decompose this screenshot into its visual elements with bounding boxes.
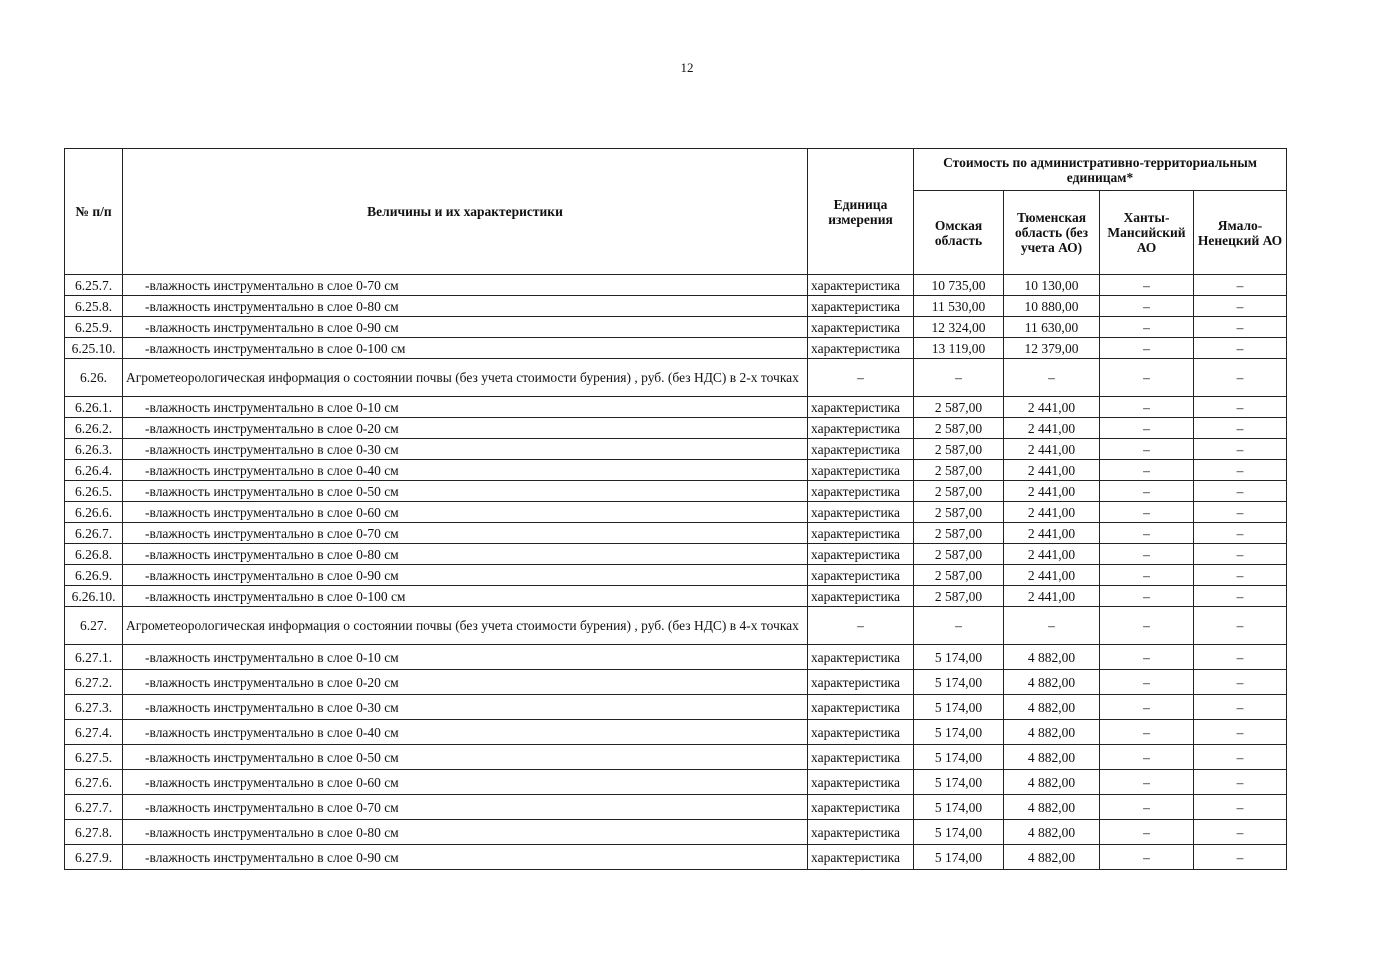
table-row <box>65 795 1287 820</box>
row-value-tyumen: 11 630,00 <box>1004 317 1100 338</box>
row-number: 6.25.9. <box>65 317 123 338</box>
row-unit: характеристика <box>808 397 914 418</box>
row-value-tyumen: 2 441,00 <box>1004 397 1100 418</box>
row-value-tyumen: 12 379,00 <box>1004 338 1100 359</box>
table-row <box>65 317 1287 338</box>
row-unit: характеристика <box>808 523 914 544</box>
row-value-omsk: 2 587,00 <box>914 439 1004 460</box>
row-value-tyumen: 4 882,00 <box>1004 645 1100 670</box>
row-description: -влажность инструментально в слое 0-30 см <box>123 695 808 720</box>
row-number: 6.26.9. <box>65 565 123 586</box>
row-value-khmao: – <box>1100 317 1194 338</box>
row-value-yanao: – <box>1194 502 1287 523</box>
row-value-omsk: 5 174,00 <box>914 720 1004 745</box>
row-value-tyumen: 2 441,00 <box>1004 460 1100 481</box>
header-region-yanao: Ямало-Ненецкий АО <box>1194 191 1287 275</box>
row-value-yanao: – <box>1194 544 1287 565</box>
row-value-tyumen: 2 441,00 <box>1004 502 1100 523</box>
row-number: 6.27.2. <box>65 670 123 695</box>
row-value-yanao: – <box>1194 607 1287 645</box>
row-value-tyumen: 2 441,00 <box>1004 523 1100 544</box>
row-number: 6.26.8. <box>65 544 123 565</box>
header-region-omsk: Омская область <box>914 191 1004 275</box>
table-row <box>65 523 1287 544</box>
row-value-khmao: – <box>1100 745 1194 770</box>
row-description: -влажность инструментально в слое 0-80 см <box>123 820 808 845</box>
table-row <box>65 770 1287 795</box>
header-cost-group: Стоимость по административно-территориальным единицам* <box>914 149 1287 191</box>
row-unit: характеристика <box>808 845 914 870</box>
row-value-khmao: – <box>1100 645 1194 670</box>
row-number: 6.26.1. <box>65 397 123 418</box>
row-value-khmao: – <box>1100 795 1194 820</box>
row-unit: характеристика <box>808 645 914 670</box>
row-description: -влажность инструментально в слое 0-100 см <box>123 586 808 607</box>
row-description: -влажность инструментально в слое 0-40 см <box>123 460 808 481</box>
row-value-yanao: – <box>1194 720 1287 745</box>
row-number: 6.27.8. <box>65 820 123 845</box>
row-value-omsk: 2 587,00 <box>914 565 1004 586</box>
row-number: 6.25.8. <box>65 296 123 317</box>
table-row <box>65 670 1287 695</box>
row-number: 6.27.7. <box>65 795 123 820</box>
row-value-khmao: – <box>1100 720 1194 745</box>
row-description: -влажность инструментально в слое 0-30 см <box>123 439 808 460</box>
table-row <box>65 439 1287 460</box>
row-unit: характеристика <box>808 770 914 795</box>
row-number: 6.27.3. <box>65 695 123 720</box>
row-description: -влажность инструментально в слое 0-90 см <box>123 565 808 586</box>
row-number: 6.26.2. <box>65 418 123 439</box>
row-description: -влажность инструментально в слое 0-80 см <box>123 544 808 565</box>
row-value-tyumen: 10 130,00 <box>1004 275 1100 296</box>
row-description: -влажность инструментально в слое 0-70 см <box>123 523 808 544</box>
row-value-khmao: – <box>1100 502 1194 523</box>
table-body <box>65 275 1287 870</box>
row-value-omsk: – <box>914 359 1004 397</box>
row-unit: характеристика <box>808 745 914 770</box>
table-row <box>65 695 1287 720</box>
row-description: -влажность инструментально в слое 0-90 см <box>123 845 808 870</box>
row-unit: характеристика <box>808 695 914 720</box>
row-value-yanao: – <box>1194 296 1287 317</box>
row-value-yanao: – <box>1194 275 1287 296</box>
row-value-yanao: – <box>1194 418 1287 439</box>
table-row <box>65 586 1287 607</box>
row-unit: характеристика <box>808 275 914 296</box>
row-value-omsk: 13 119,00 <box>914 338 1004 359</box>
row-number: 6.27.6. <box>65 770 123 795</box>
row-number: 6.25.10. <box>65 338 123 359</box>
table-row <box>65 338 1287 359</box>
row-value-khmao: – <box>1100 695 1194 720</box>
table-row <box>65 845 1287 870</box>
row-unit: характеристика <box>808 720 914 745</box>
row-number: 6.27. <box>65 607 123 645</box>
row-number: 6.25.7. <box>65 275 123 296</box>
row-number: 6.27.1. <box>65 645 123 670</box>
row-value-omsk: 5 174,00 <box>914 845 1004 870</box>
row-value-yanao: – <box>1194 770 1287 795</box>
row-description: -влажность инструментально в слое 0-60 см <box>123 502 808 523</box>
row-value-omsk: 2 587,00 <box>914 544 1004 565</box>
row-number: 6.27.5. <box>65 745 123 770</box>
row-unit: характеристика <box>808 418 914 439</box>
row-value-khmao: – <box>1100 338 1194 359</box>
row-value-yanao: – <box>1194 481 1287 502</box>
section-row <box>65 359 1287 397</box>
row-description: -влажность инструментально в слое 0-80 см <box>123 296 808 317</box>
row-value-tyumen: 4 882,00 <box>1004 695 1100 720</box>
row-unit: характеристика <box>808 317 914 338</box>
row-value-khmao: – <box>1100 460 1194 481</box>
row-description: -влажность инструментально в слое 0-100 см <box>123 338 808 359</box>
row-value-tyumen: 4 882,00 <box>1004 845 1100 870</box>
row-number: 6.27.9. <box>65 845 123 870</box>
row-value-yanao: – <box>1194 523 1287 544</box>
row-value-tyumen: 2 441,00 <box>1004 418 1100 439</box>
row-value-omsk: 2 587,00 <box>914 586 1004 607</box>
row-value-omsk: 2 587,00 <box>914 502 1004 523</box>
row-number: 6.26.5. <box>65 481 123 502</box>
table-row <box>65 745 1287 770</box>
row-value-tyumen: 10 880,00 <box>1004 296 1100 317</box>
row-value-tyumen: 4 882,00 <box>1004 770 1100 795</box>
table-row <box>65 645 1287 670</box>
row-value-omsk: 11 530,00 <box>914 296 1004 317</box>
row-value-omsk: 5 174,00 <box>914 670 1004 695</box>
row-description: -влажность инструментально в слое 0-70 см <box>123 275 808 296</box>
row-value-yanao: – <box>1194 586 1287 607</box>
row-value-khmao: – <box>1100 770 1194 795</box>
header-region-khmao: Ханты-Мансийский АО <box>1100 191 1194 275</box>
row-value-tyumen: 2 441,00 <box>1004 481 1100 502</box>
row-description: Агрометеорологическая информация о состоянии почвы (без учета стоимости бурения) , руб. (без НДС) в 4-х точках <box>123 607 808 645</box>
page-number: 12 <box>680 60 694 75</box>
row-number: 6.26.10. <box>65 586 123 607</box>
row-description: -влажность инструментально в слое 0-10 см <box>123 397 808 418</box>
table-row <box>65 418 1287 439</box>
row-value-omsk: 2 587,00 <box>914 418 1004 439</box>
row-unit: характеристика <box>808 439 914 460</box>
row-value-tyumen: – <box>1004 607 1100 645</box>
row-value-khmao: – <box>1100 607 1194 645</box>
table-row <box>65 720 1287 745</box>
row-value-yanao: – <box>1194 317 1287 338</box>
row-value-khmao: – <box>1100 397 1194 418</box>
row-description: Агрометеорологическая информация о состоянии почвы (без учета стоимости бурения) , руб. (без НДС) в 2-х точках <box>123 359 808 397</box>
row-number: 6.26.6. <box>65 502 123 523</box>
row-value-omsk: 2 587,00 <box>914 481 1004 502</box>
row-value-omsk: 10 735,00 <box>914 275 1004 296</box>
row-value-tyumen: 2 441,00 <box>1004 565 1100 586</box>
table-row <box>65 296 1287 317</box>
row-value-omsk: 2 587,00 <box>914 460 1004 481</box>
row-value-yanao: – <box>1194 820 1287 845</box>
row-description: -влажность инструментально в слое 0-20 см <box>123 670 808 695</box>
row-value-omsk: 5 174,00 <box>914 695 1004 720</box>
row-unit: характеристика <box>808 338 914 359</box>
row-value-yanao: – <box>1194 845 1287 870</box>
row-description: -влажность инструментально в слое 0-60 см <box>123 770 808 795</box>
row-value-yanao: – <box>1194 397 1287 418</box>
row-value-khmao: – <box>1100 523 1194 544</box>
table-row <box>65 544 1287 565</box>
row-value-khmao: – <box>1100 670 1194 695</box>
row-value-omsk: 5 174,00 <box>914 745 1004 770</box>
row-value-omsk: 5 174,00 <box>914 645 1004 670</box>
row-value-khmao: – <box>1100 418 1194 439</box>
row-value-tyumen: 4 882,00 <box>1004 745 1100 770</box>
row-value-omsk: – <box>914 607 1004 645</box>
header-region-tyumen: Тюменская область (без учета АО) <box>1004 191 1100 275</box>
row-value-omsk: 12 324,00 <box>914 317 1004 338</box>
row-value-khmao: – <box>1100 845 1194 870</box>
row-unit: характеристика <box>808 481 914 502</box>
row-value-tyumen: 4 882,00 <box>1004 795 1100 820</box>
row-value-yanao: – <box>1194 670 1287 695</box>
row-value-khmao: – <box>1100 275 1194 296</box>
row-value-khmao: – <box>1100 586 1194 607</box>
row-unit: характеристика <box>808 820 914 845</box>
row-unit: характеристика <box>808 544 914 565</box>
row-number: 6.26. <box>65 359 123 397</box>
table-row <box>65 481 1287 502</box>
table-row <box>65 275 1287 296</box>
row-value-khmao: – <box>1100 481 1194 502</box>
row-number: 6.26.7. <box>65 523 123 544</box>
row-unit: – <box>808 607 914 645</box>
row-unit: характеристика <box>808 565 914 586</box>
row-value-khmao: – <box>1100 820 1194 845</box>
row-value-omsk: 5 174,00 <box>914 770 1004 795</box>
row-value-khmao: – <box>1100 439 1194 460</box>
row-unit: характеристика <box>808 586 914 607</box>
table-row <box>65 820 1287 845</box>
row-description: -влажность инструментально в слое 0-40 см <box>123 720 808 745</box>
header-num: № п/п <box>65 149 123 275</box>
row-value-omsk: 2 587,00 <box>914 523 1004 544</box>
row-value-khmao: – <box>1100 544 1194 565</box>
row-value-tyumen: 2 441,00 <box>1004 586 1100 607</box>
header-unit: Единица измерения <box>808 149 914 275</box>
row-value-yanao: – <box>1194 338 1287 359</box>
row-value-omsk: 5 174,00 <box>914 795 1004 820</box>
row-value-tyumen: – <box>1004 359 1100 397</box>
row-value-khmao: – <box>1100 359 1194 397</box>
row-number: 6.26.3. <box>65 439 123 460</box>
row-unit: характеристика <box>808 795 914 820</box>
row-value-omsk: 5 174,00 <box>914 820 1004 845</box>
row-value-yanao: – <box>1194 460 1287 481</box>
row-value-tyumen: 4 882,00 <box>1004 820 1100 845</box>
row-value-tyumen: 2 441,00 <box>1004 544 1100 565</box>
row-unit: характеристика <box>808 460 914 481</box>
row-value-tyumen: 4 882,00 <box>1004 720 1100 745</box>
row-description: -влажность инструментально в слое 0-50 см <box>123 745 808 770</box>
row-unit: характеристика <box>808 670 914 695</box>
header-description: Величины и их характеристики <box>123 149 808 275</box>
row-value-yanao: – <box>1194 439 1287 460</box>
row-value-khmao: – <box>1100 565 1194 586</box>
row-value-tyumen: 2 441,00 <box>1004 439 1100 460</box>
row-value-yanao: – <box>1194 359 1287 397</box>
row-value-yanao: – <box>1194 645 1287 670</box>
tariff-table <box>64 148 1287 870</box>
row-description: -влажность инструментально в слое 0-90 см <box>123 317 808 338</box>
table-row <box>65 460 1287 481</box>
row-value-yanao: – <box>1194 795 1287 820</box>
row-description: -влажность инструментально в слое 0-70 см <box>123 795 808 820</box>
row-unit: характеристика <box>808 502 914 523</box>
row-value-omsk: 2 587,00 <box>914 397 1004 418</box>
row-unit: – <box>808 359 914 397</box>
table-row <box>65 565 1287 586</box>
table-header <box>65 149 1287 275</box>
section-row <box>65 607 1287 645</box>
row-value-tyumen: 4 882,00 <box>1004 670 1100 695</box>
row-value-yanao: – <box>1194 565 1287 586</box>
row-value-yanao: – <box>1194 745 1287 770</box>
table-row <box>65 502 1287 523</box>
table-row <box>65 397 1287 418</box>
row-description: -влажность инструментально в слое 0-50 см <box>123 481 808 502</box>
row-number: 6.26.4. <box>65 460 123 481</box>
row-value-yanao: – <box>1194 695 1287 720</box>
row-description: -влажность инструментально в слое 0-20 см <box>123 418 808 439</box>
row-unit: характеристика <box>808 296 914 317</box>
row-number: 6.27.4. <box>65 720 123 745</box>
row-value-khmao: – <box>1100 296 1194 317</box>
row-description: -влажность инструментально в слое 0-10 см <box>123 645 808 670</box>
